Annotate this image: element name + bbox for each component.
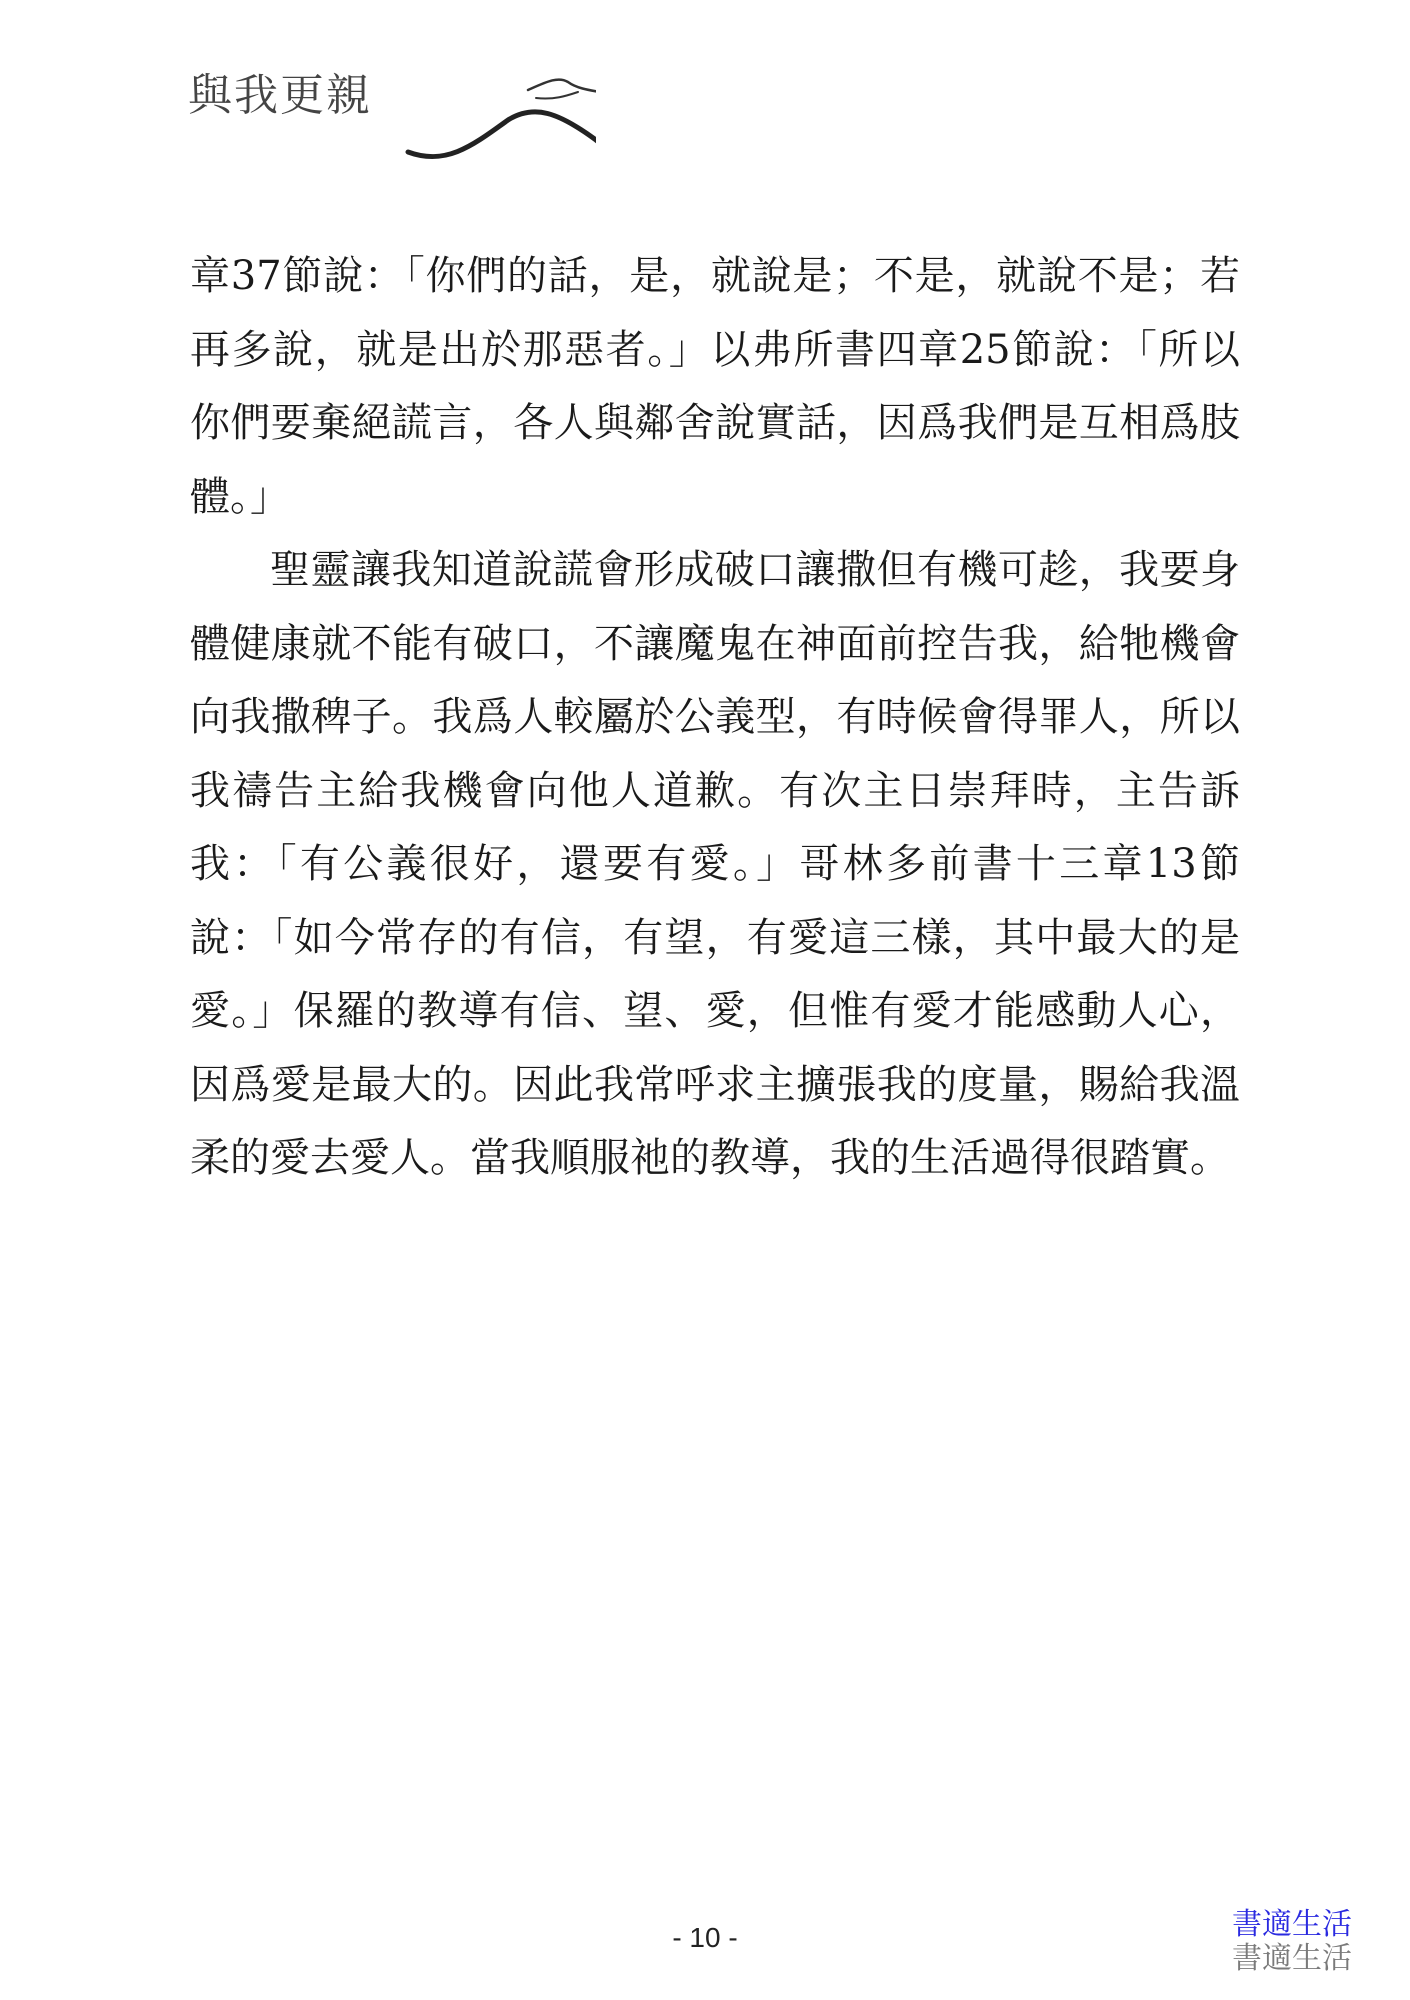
body-text — [190, 240, 1240, 1196]
upper-wave-stroke — [536, 92, 578, 99]
watermark — [1232, 1908, 1352, 1976]
watermark-line-2: 書適生活 — [1232, 1941, 1352, 1976]
paragraph-2: 聖靈讓我知道說謊會形成破口讓撒但有機可趁，我要身體健康就不能有破口，不讓魔鬼在神面前控告我，給牠機會向我撒稗子。我爲人較屬於公義型，有時候會得罪人，所以我禱告主給我機會向他人道歉。有次主日崇拜時，主告訴我：「有公義很好，還要有愛。」哥林多前書十三章13節說：「如今常存的有信，有望，有愛這三樣，其中最大的是愛。」保羅的教導有信、望、愛，但惟有愛才能感動人心，因爲愛是最大的。因此我常呼求主擴張我的度量，賜給我溫柔的愛去愛人。當我順服祂的教導，我的生活過得很踏實。 — [190, 547, 1240, 1181]
bird-wing-stroke — [528, 80, 596, 92]
paragraph-1: 章37節說：「你們的話，是，就說是；不是，就說不是；若再多說，就是出於那惡者。」以弗所書四章25節說：「所以你們要棄絕謊言，各人與鄰舍說實話，因爲我們是互相爲肢體。」 — [190, 253, 1240, 520]
book-title: 與我更親 — [188, 70, 372, 121]
running-header — [188, 70, 608, 170]
waves-bird-ornament-icon — [296, 70, 596, 170]
page-number: - 10 - — [672, 1922, 738, 1953]
lower-wave-stroke — [408, 112, 596, 157]
watermark-line-1: 書適生活 — [1232, 1907, 1352, 1942]
